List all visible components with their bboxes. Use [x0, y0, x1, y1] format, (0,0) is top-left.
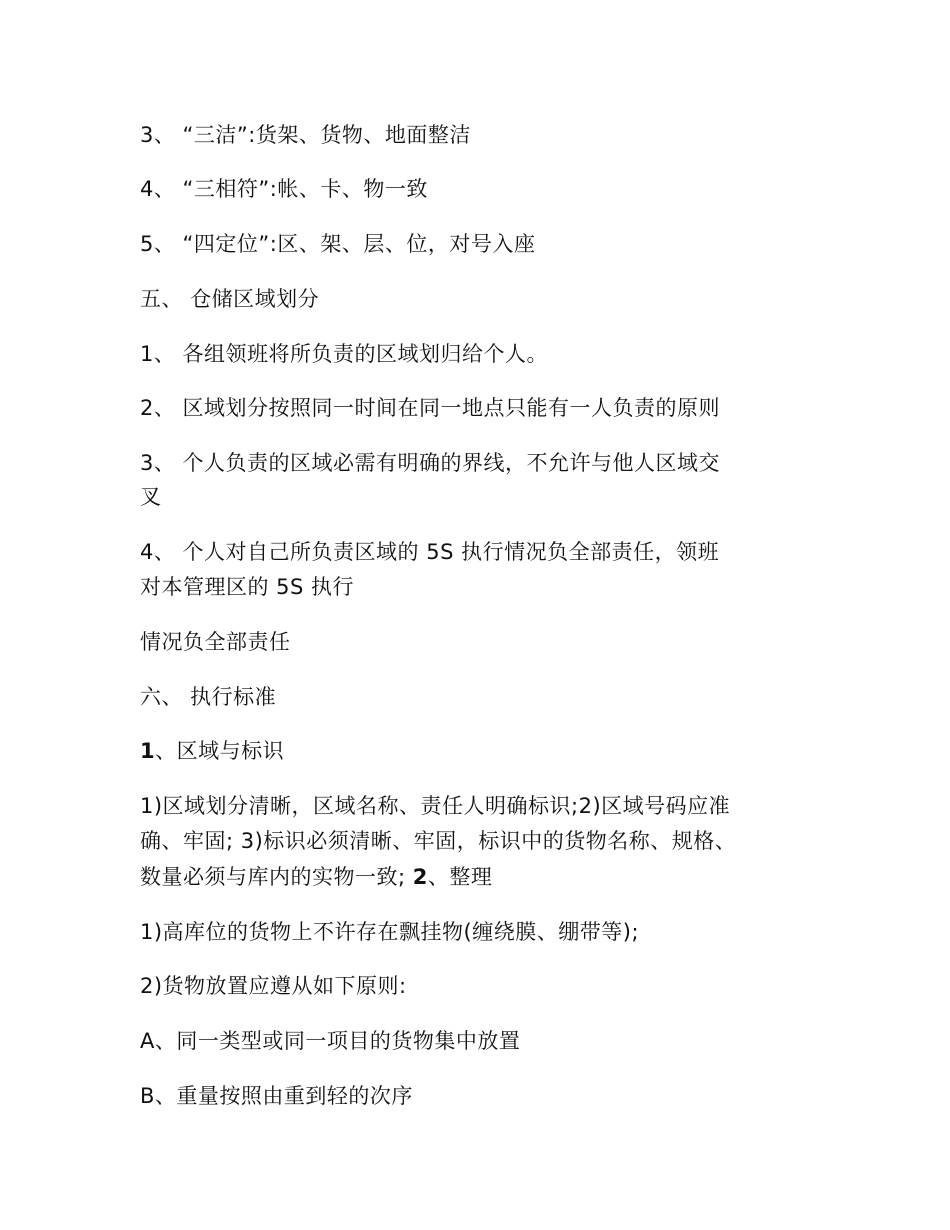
subheading-1	[140, 733, 820, 769]
item-san-jie: 3、 “三洁”:货架、货物、地面整洁	[140, 123, 471, 147]
paragraph-line: 1)区域划分清晰，区域名称、责任人明确标识;2)区域号码应准	[140, 794, 731, 818]
list-item-4: 4、 个人对自己所负责区域的 5S 执行情况负全部责任，领班	[140, 540, 720, 564]
section-heading-6: 六、 执行标准	[140, 685, 277, 709]
subheading-number: 1	[140, 739, 156, 763]
list-item-1: 1、 各组领班将所负责的区域划归给个人。	[140, 342, 549, 366]
list-item-2: 2、 区域划分按照同一时间在同一地点只能有一人负责的原则	[140, 396, 721, 420]
list-item-3-cont: 叉	[140, 485, 162, 509]
paragraph-line: 1)高库位的货物上不许存在飘挂物(缠绕膜、绷带等);	[140, 920, 640, 944]
item-san-xiang-fu: 4、 “三相符”:帐、卡、物一致	[140, 177, 428, 201]
paragraph-text: 数量必须与库内的实物一致;	[140, 865, 413, 889]
subheading-text: 、整理	[427, 865, 493, 889]
paragraph-line: 情况负全部责任	[140, 630, 291, 654]
subheading-text: 、区域与标识	[155, 739, 285, 763]
list-item-3: 3、 个人负责的区域必需有明确的界线，不允许与他人区域交	[140, 451, 721, 475]
list-item-4-cont: 对本管理区的 5S 执行	[140, 575, 355, 599]
list-item-a: A、同一类型或同一项目的货物集中放置	[140, 1029, 521, 1053]
paragraph-line: 确、牢固; 3)标识必须清晰、牢固，标识中的货物名称、规格、	[140, 829, 737, 853]
item-si-ding-wei: 5、 “四定位”:区、架、层、位，对号入座	[140, 232, 536, 256]
section-heading-5: 五、 仓储区域划分	[140, 287, 320, 311]
list-item-b: B、重量按照由重到轻的次序	[140, 1084, 413, 1108]
paragraph-line: 2)货物放置应遵从如下原则:	[140, 974, 407, 998]
paragraph-line	[140, 859, 820, 895]
subheading-number: 2	[412, 865, 428, 889]
